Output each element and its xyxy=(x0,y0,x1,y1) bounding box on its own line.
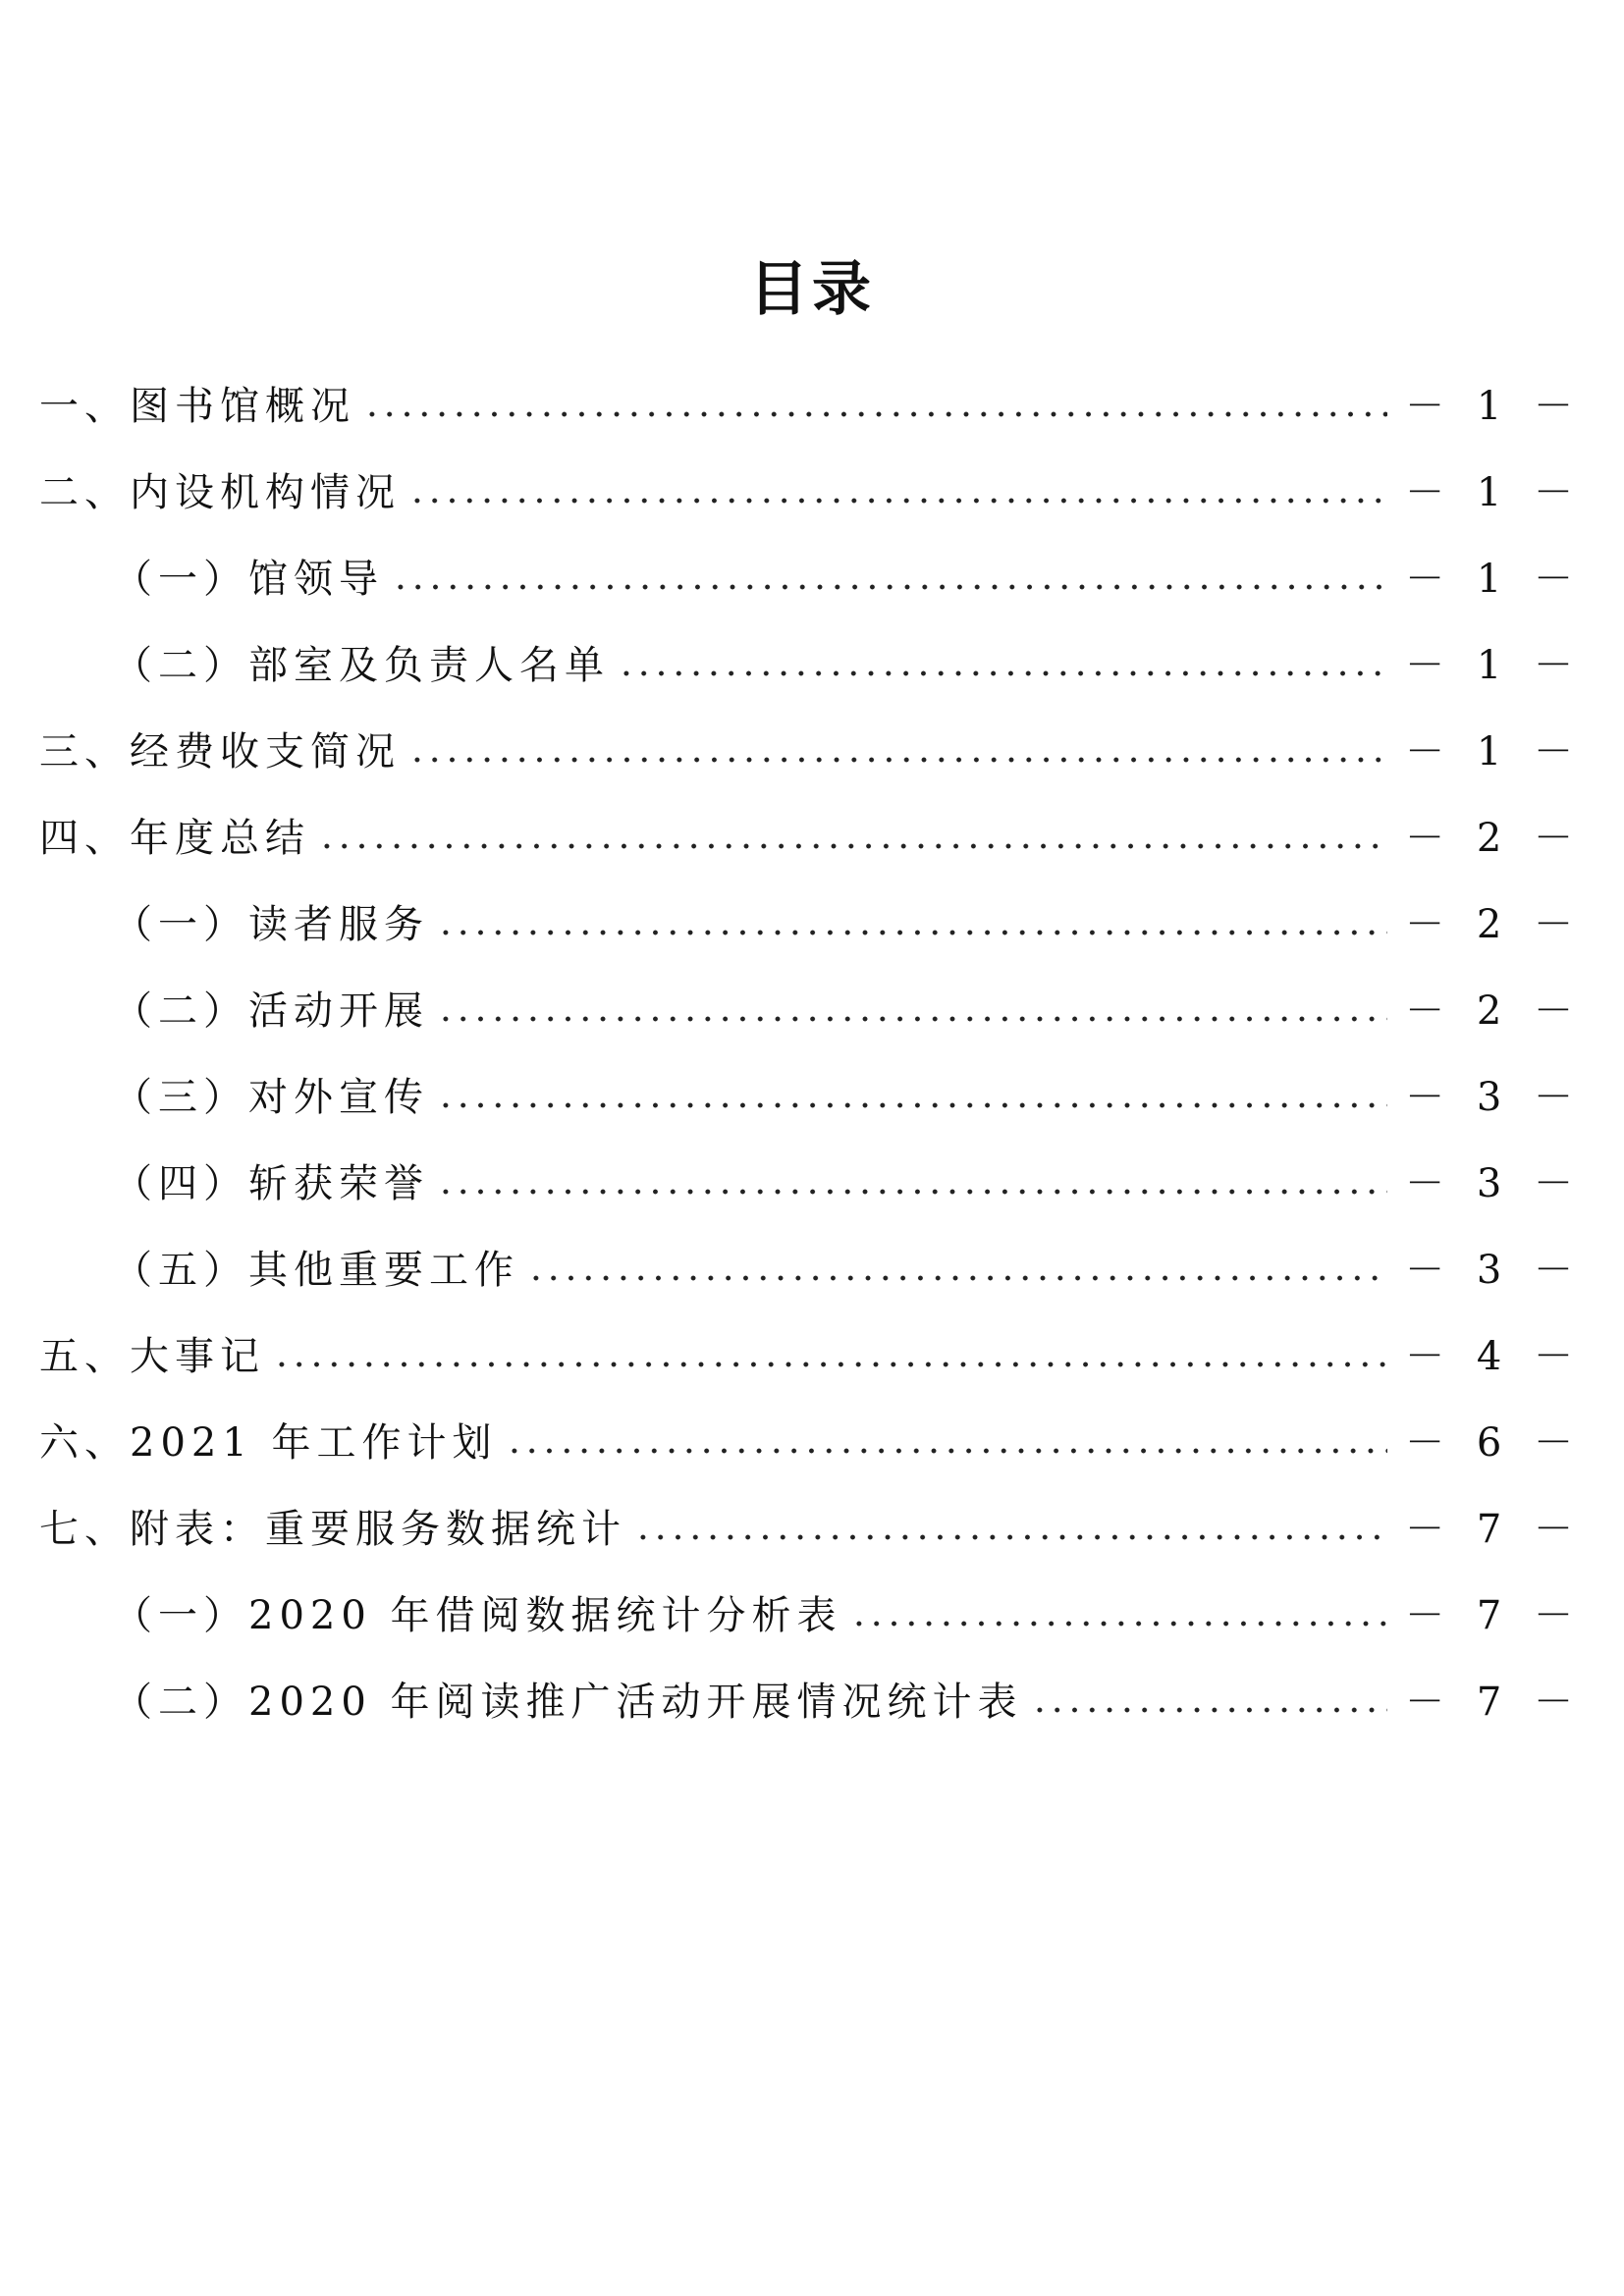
toc-entry[interactable] xyxy=(0,1404,1624,1474)
toc-entry[interactable] xyxy=(0,1058,1624,1129)
toc-title: 目录 xyxy=(749,255,875,324)
toc-dot-leader xyxy=(850,1621,1388,1627)
toc-page-number: － 7 － xyxy=(1405,1506,1583,1552)
toc-dot-leader xyxy=(392,584,1387,590)
toc-entry[interactable] xyxy=(0,1663,1624,1734)
toc-page-number: － 1 － xyxy=(1405,556,1583,602)
toc-entry-text: 六、2021 年工作计划 xyxy=(39,1419,498,1466)
toc-dot-leader xyxy=(527,1275,1387,1281)
toc-entry[interactable] xyxy=(0,454,1624,524)
toc-entry-text: 四、年度总结 xyxy=(39,815,310,861)
toc-entry-text: （三）对外宣传 xyxy=(113,1074,429,1120)
toc-page-number: － 1 － xyxy=(1405,642,1583,688)
toc-entry[interactable] xyxy=(0,1576,1624,1647)
toc-entry-text: （二）活动开展 xyxy=(113,988,429,1034)
toc-entry-text: 七、附表：重要服务数据统计 xyxy=(39,1506,626,1552)
toc-entry-text: 一、图书馆概况 xyxy=(39,383,355,429)
toc-entry-text: 三、经费收支简况 xyxy=(39,728,401,774)
toc-entry[interactable] xyxy=(0,1490,1624,1561)
toc-page-number: － 2 － xyxy=(1405,988,1583,1034)
toc-dot-leader xyxy=(506,1448,1388,1454)
toc-entry[interactable] xyxy=(0,713,1624,783)
toc-entry[interactable] xyxy=(0,885,1624,956)
toc-entry-text: （四）斩获荣誉 xyxy=(113,1160,429,1206)
toc-dot-leader xyxy=(363,411,1387,417)
toc-dot-leader xyxy=(408,498,1387,504)
toc-entry[interactable] xyxy=(0,1145,1624,1215)
toc-dot-leader xyxy=(437,1189,1387,1195)
toc-entry[interactable] xyxy=(0,540,1624,611)
toc-dot-leader xyxy=(618,670,1387,676)
toc-page-number: － 1 － xyxy=(1405,728,1583,774)
toc-page-number: － 3 － xyxy=(1405,1160,1583,1206)
toc-entry-text: （一）馆领导 xyxy=(113,556,384,602)
toc-entry[interactable] xyxy=(0,367,1624,438)
toc-page-number: － 1 － xyxy=(1405,469,1583,515)
toc-page-number: － 7 － xyxy=(1405,1592,1583,1638)
toc-dot-leader xyxy=(408,757,1387,763)
toc-dot-leader xyxy=(437,930,1387,935)
toc-page-number: － 1 － xyxy=(1405,383,1583,429)
toc-page-number: － 6 － xyxy=(1405,1419,1583,1466)
toc-entry-text: 五、大事记 xyxy=(39,1333,265,1379)
toc-entry-text: （五）其他重要工作 xyxy=(113,1247,519,1293)
toc-entry-text: （二）2020 年阅读推广活动开展情况统计表 xyxy=(113,1679,1023,1725)
toc-page-number: － 2 － xyxy=(1405,815,1583,861)
toc-dot-leader xyxy=(318,843,1387,849)
toc-dot-leader xyxy=(273,1362,1387,1367)
toc-page-number: － 3 － xyxy=(1405,1247,1583,1293)
toc-dot-leader xyxy=(437,1102,1387,1108)
toc-entry[interactable] xyxy=(0,972,1624,1042)
toc-dot-leader xyxy=(437,1016,1387,1022)
toc-entry-text: 二、内设机构情况 xyxy=(39,469,401,515)
toc-entry[interactable] xyxy=(0,1231,1624,1302)
toc-dot-leader xyxy=(1031,1707,1388,1713)
toc-entry[interactable] xyxy=(0,799,1624,870)
toc-entry[interactable] xyxy=(0,626,1624,697)
toc-entry-text: （一）读者服务 xyxy=(113,901,429,947)
toc-entry[interactable] xyxy=(0,1317,1624,1388)
toc-page-number: － 3 － xyxy=(1405,1074,1583,1120)
toc-page-number: － 7 － xyxy=(1405,1679,1583,1725)
toc-page-number: － 4 － xyxy=(1405,1333,1583,1379)
toc-entry-text: （二）部室及负责人名单 xyxy=(113,642,610,688)
toc-dot-leader xyxy=(634,1534,1387,1540)
toc-entry-text: （一）2020 年借阅数据统计分析表 xyxy=(113,1592,842,1638)
toc-page-number: － 2 － xyxy=(1405,901,1583,947)
